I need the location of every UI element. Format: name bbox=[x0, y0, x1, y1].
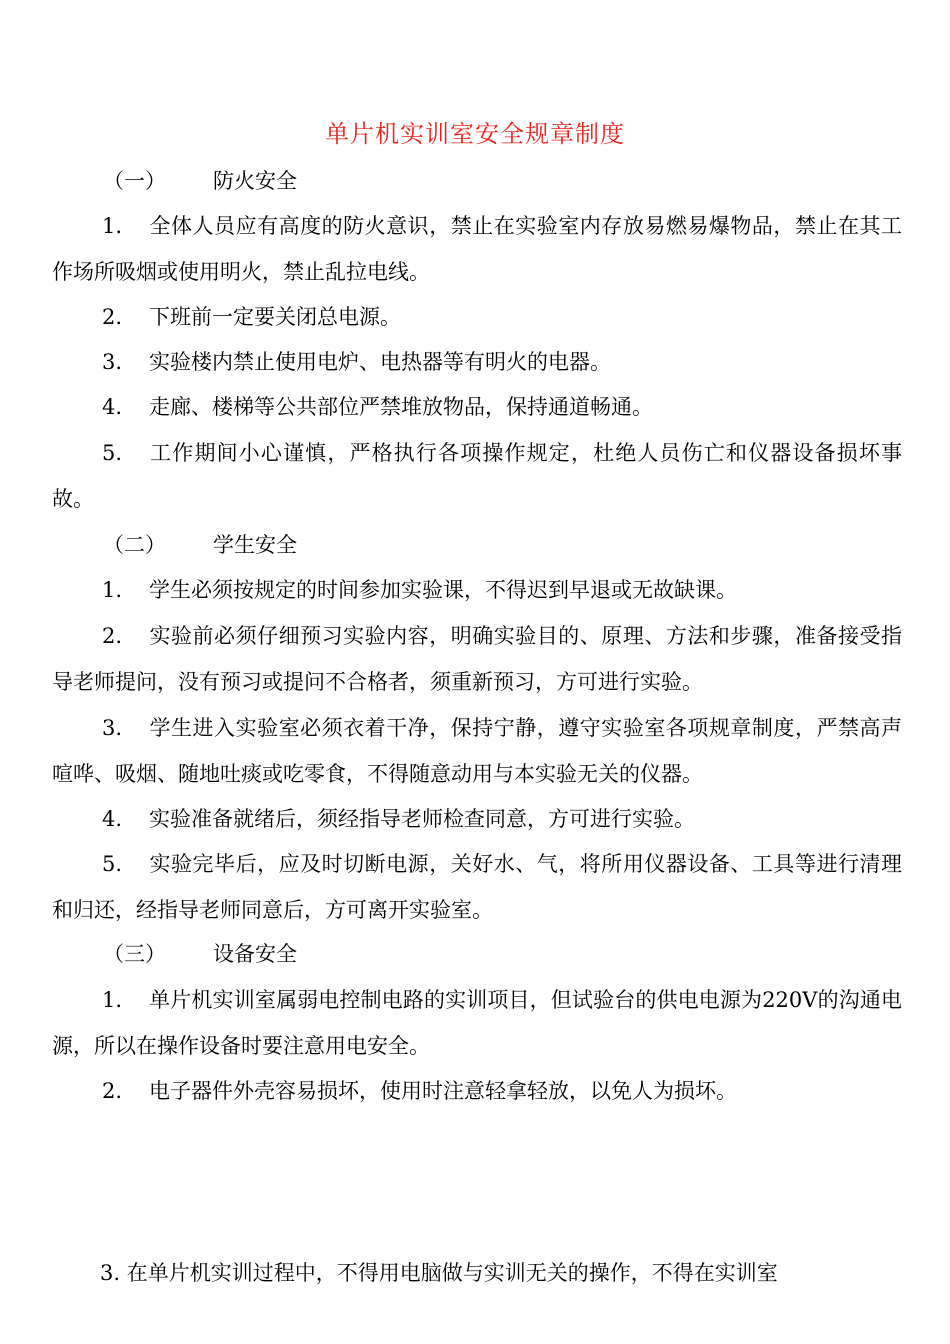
section-title: 学生安全 bbox=[213, 533, 297, 557]
trailing-line: 3. 在单片机实训过程中，不得用电脑做与实训无关的操作，不得在实训室 bbox=[100, 1261, 778, 1285]
list-item bbox=[52, 294, 902, 340]
document-title: 单片机实训室安全规章制度 bbox=[325, 120, 625, 148]
section-title: 设备安全 bbox=[213, 942, 297, 966]
list-item bbox=[52, 705, 902, 797]
item-number: 4. bbox=[102, 395, 123, 419]
section-number: （三） bbox=[103, 942, 166, 966]
item-text: 工作期间小心谨慎，严格执行各项操作规定，杜绝人员伤亡和仪器设备损坏事故。 bbox=[52, 441, 902, 511]
section-heading-fire bbox=[103, 159, 297, 203]
item-text: 学生必须按规定的时间参加实验课，不得迟到早退或无故缺课。 bbox=[149, 578, 737, 602]
list-item bbox=[52, 613, 902, 705]
item-number: 5. bbox=[102, 852, 123, 876]
item-number: 5. bbox=[102, 441, 123, 465]
item-number: 1. bbox=[102, 988, 123, 1012]
item-number: 2. bbox=[102, 1079, 123, 1103]
section-title: 防火安全 bbox=[213, 169, 297, 193]
item-number: 4. bbox=[102, 807, 123, 831]
item-number: 3. bbox=[102, 716, 123, 740]
item-text: 单片机实训室属弱电控制电路的实训项目，但试验台的供电电源为220V的沟通电源，所以在操作设备时要注意用电安全。 bbox=[52, 988, 902, 1058]
list-item bbox=[52, 567, 902, 613]
section-number: （一） bbox=[103, 169, 166, 193]
list-item bbox=[52, 796, 902, 842]
list-item bbox=[52, 1068, 902, 1114]
list-item bbox=[52, 841, 902, 933]
item-number: 1. bbox=[102, 214, 123, 238]
item-text: 下班前一定要关闭总电源。 bbox=[149, 305, 401, 329]
list-item bbox=[52, 203, 902, 295]
list-item bbox=[52, 430, 902, 522]
section-heading-equipment bbox=[103, 932, 297, 976]
item-text: 实验楼内禁止使用电炉、电热器等有明火的电器。 bbox=[149, 350, 611, 374]
list-item bbox=[52, 384, 902, 430]
item-text: 实验完毕后，应及时切断电源，关好水、气，将所用仪器设备、工具等进行清理和归还，经指导老师同意后，方可离开实验室。 bbox=[52, 852, 902, 922]
item-text: 走廊、楼梯等公共部位严禁堆放物品，保持通道畅通。 bbox=[149, 395, 653, 419]
list-item bbox=[52, 339, 902, 385]
item-number: 1. bbox=[102, 578, 123, 602]
item-number: 3. bbox=[102, 350, 123, 374]
item-number: 2. bbox=[102, 305, 123, 329]
section-heading-students bbox=[103, 523, 297, 567]
item-text: 全体人员应有高度的防火意识，禁止在实验室内存放易燃易爆物品，禁止在其工作场所吸烟或使用明火，禁止乱拉电线。 bbox=[52, 214, 902, 284]
item-text: 学生进入实验室必须衣着干净，保持宁静，遵守实验室各项规章制度，严禁高声喧哗、吸烟、随地吐痰或吃零食，不得随意动用与本实验无关的仪器。 bbox=[52, 716, 902, 786]
item-text: 电子器件外壳容易损坏，使用时注意轻拿轻放，以免人为损坏。 bbox=[149, 1079, 737, 1103]
section-number: （二） bbox=[103, 533, 166, 557]
item-text: 实验准备就绪后，须经指导老师检查同意，方可进行实验。 bbox=[149, 807, 695, 831]
item-number: 2. bbox=[102, 624, 123, 648]
list-item bbox=[52, 977, 902, 1069]
item-text: 实验前必须仔细预习实验内容，明确实验目的、原理、方法和步骤，准备接受指导老师提问，没有预习或提问不合格者，须重新预习，方可进行实验。 bbox=[52, 624, 902, 694]
